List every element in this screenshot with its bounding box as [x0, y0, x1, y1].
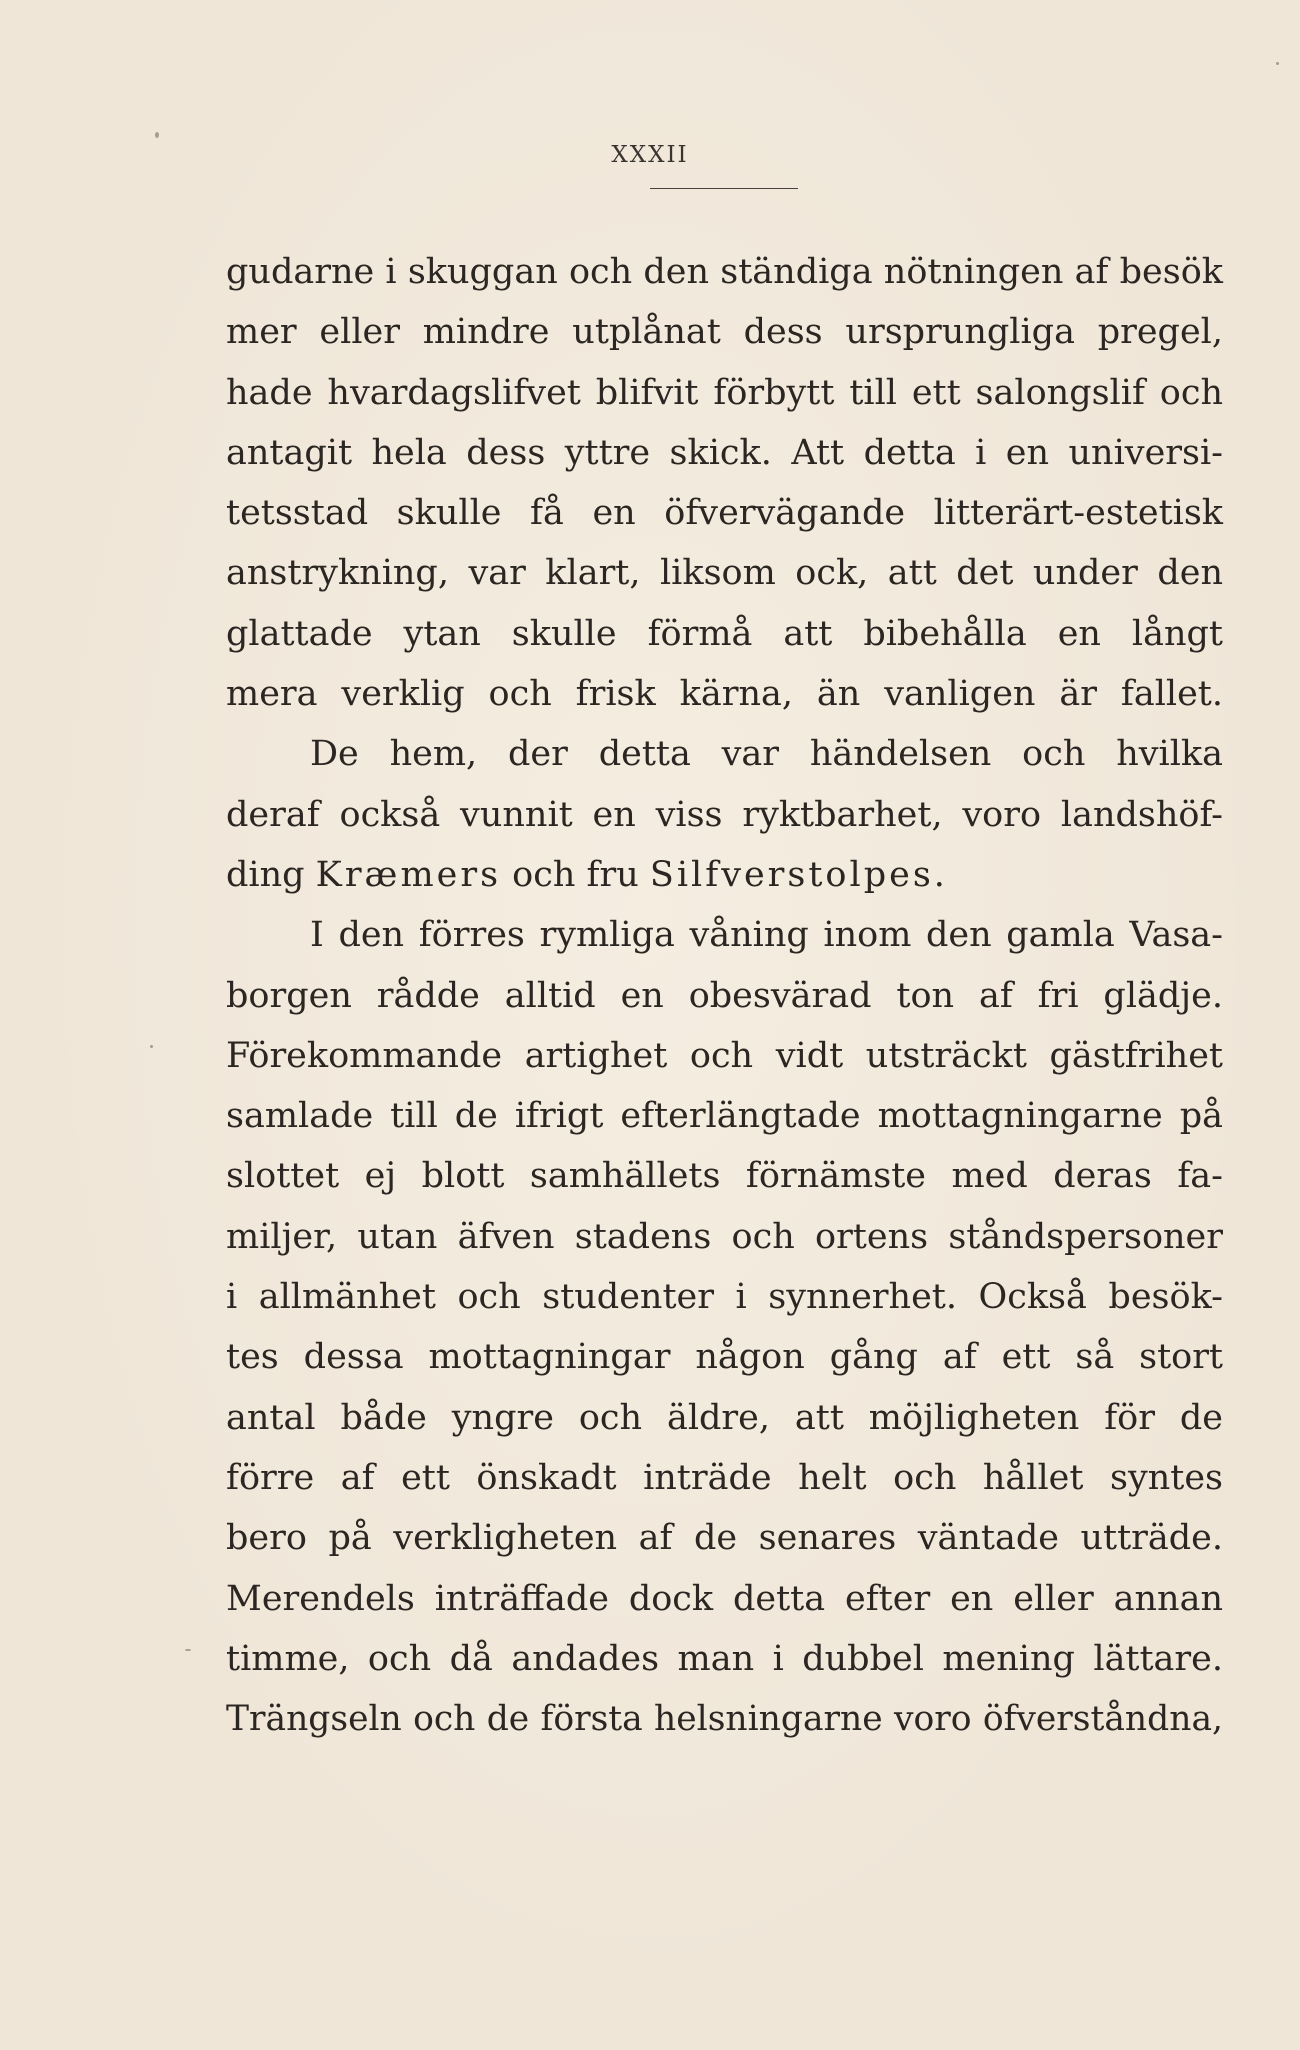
text-line: anstrykning, var klart, liksom ock, att det under den	[226, 553, 1223, 594]
body-text	[226, 242, 1223, 1749]
text-line: timme, och då andades man i dubbel mening lättare.	[226, 1638, 1223, 1679]
text-line	[226, 845, 1223, 905]
text-line: miljer, utan äfven stadens och ortens ståndspersoner	[226, 1216, 1223, 1257]
page-number: XXXII	[611, 142, 689, 168]
text-line: tes dessa mottagningar någon gång af ett så stort	[226, 1337, 1223, 1378]
text-line: antagit hela dess yttre skick. Att detta i en universi-	[226, 432, 1223, 473]
text-line: mer eller mindre utplånat dess ursprungliga pregel,	[226, 312, 1223, 353]
paper-speck	[150, 1045, 153, 1048]
text-line: deraf också vunnit en viss ryktbarhet, voro landshöf-	[226, 794, 1223, 835]
paper-speck	[185, 1649, 191, 1651]
text-line: tetsstad skulle få en öfvervägande litterärt-estetisk	[226, 493, 1223, 534]
line-fragment: och fru	[501, 854, 650, 895]
text-line: glattade ytan skulle förmå att bibehålla en långt	[226, 613, 1223, 654]
text-line: Trängseln och de första helsningarne voro öfverståndna,	[226, 1699, 1223, 1740]
text-line: De hem, der detta var händelsen och hvilka	[310, 734, 1223, 775]
text-line: i allmänhet och studenter i synnerhet. Också besök-	[226, 1277, 1223, 1318]
paper-speck	[1276, 62, 1279, 65]
line-fragment: ding	[226, 854, 316, 895]
text-line: hade hvardagslifvet blifvit förbytt till ett salongslif och	[226, 372, 1223, 413]
paper-speck	[155, 132, 159, 138]
text-line: förre af ett önskadt inträde helt och hållet syntes	[226, 1457, 1223, 1498]
text-line: samlade till de ifrigt efterlängtade mottagningarne på	[226, 1096, 1223, 1137]
text-line: antal både yngre och äldre, att möjligheten för de	[226, 1397, 1223, 1438]
line-fragment: .	[933, 854, 945, 895]
text-line: mera verklig och frisk kärna, än vanligen är fallet.	[226, 674, 1223, 715]
spaced-name: Kræmers	[315, 854, 502, 895]
text-line: bero på verkligheten af de senares väntade utträde.	[226, 1518, 1223, 1559]
text-line: Förekommande artighet och vidt utsträckt gästfrihet	[226, 1035, 1223, 1076]
text-line: gudarne i skuggan och den ständiga nötningen af besök	[226, 252, 1223, 292]
text-line: slottet ej blott samhällets förnämste med deras fa-	[226, 1156, 1223, 1197]
text-line: Merendels inträffade dock detta efter en eller annan	[226, 1578, 1223, 1619]
header-rule	[650, 188, 798, 189]
text-line: I den förres rymliga våning inom den gamla Vasa-	[310, 915, 1223, 956]
spaced-name: Silfverstolpes	[649, 854, 934, 895]
text-line: borgen rådde alltid en obesvärad ton af fri glädje.	[226, 975, 1223, 1016]
